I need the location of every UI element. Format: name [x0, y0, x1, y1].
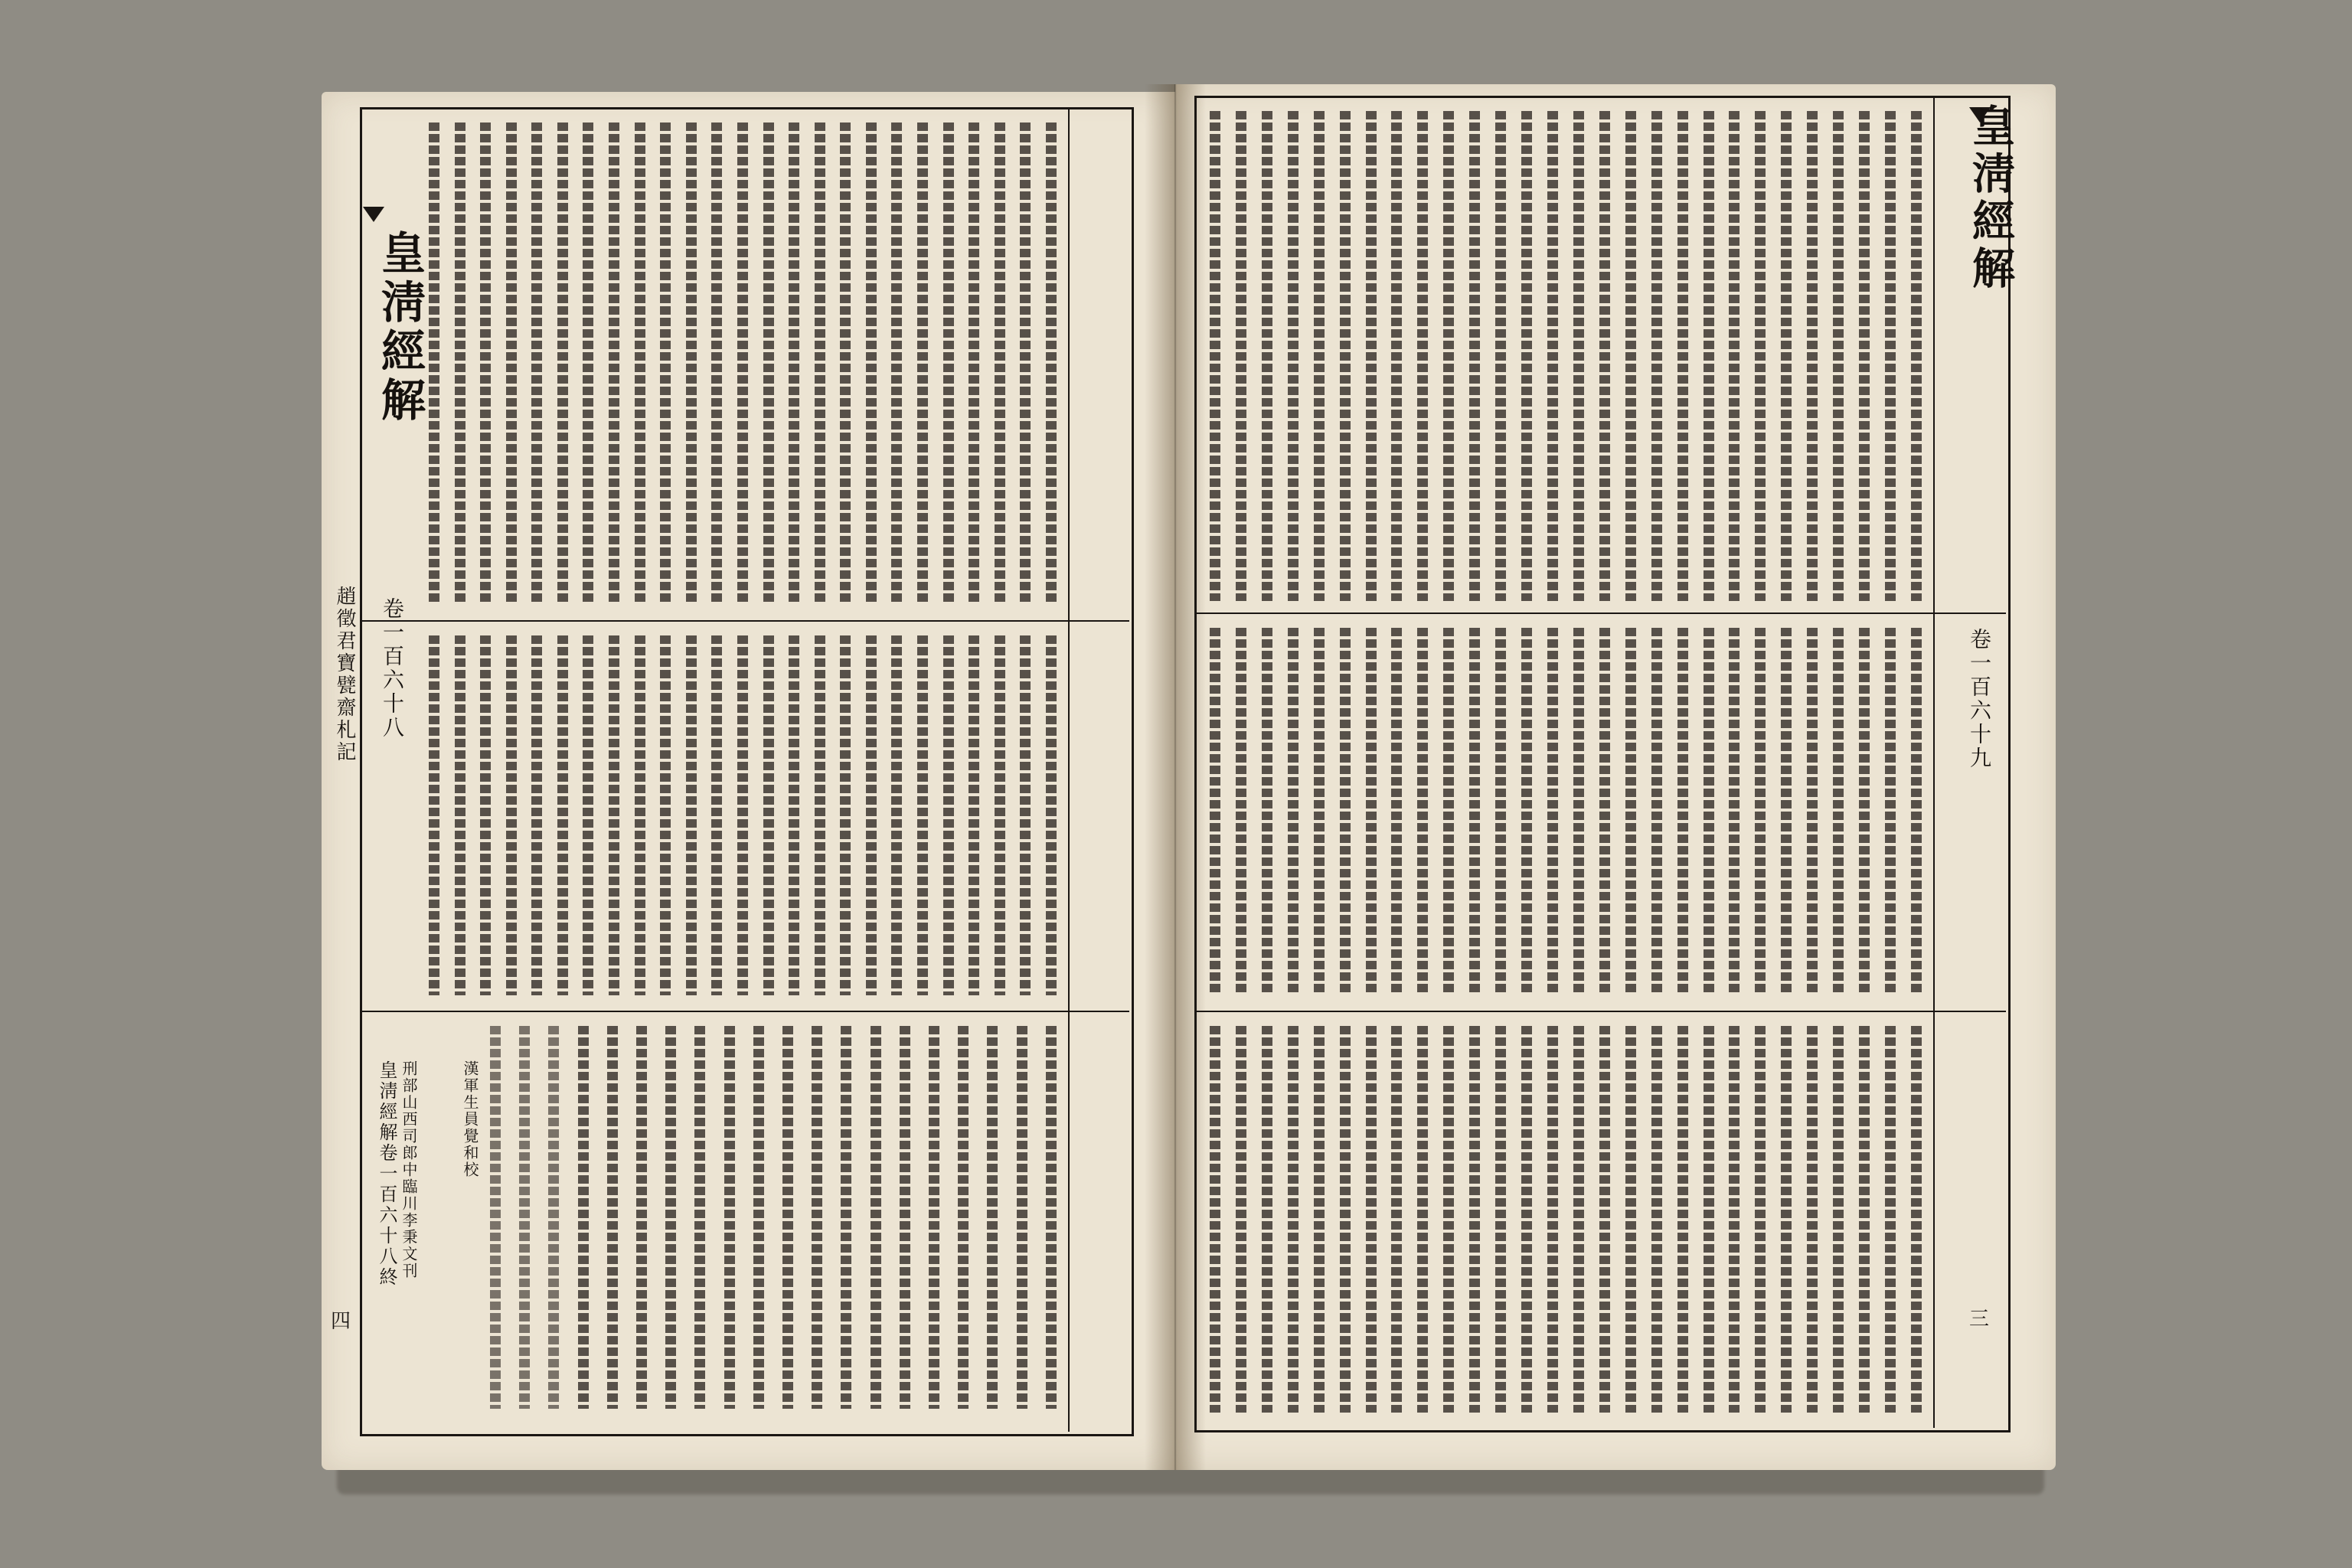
right-middle-text-block [1210, 628, 1922, 995]
left-lower-text-block [490, 1026, 1057, 1409]
left-collation-printer: 刑部山西司郎中臨川李秉文刊 [400, 1060, 418, 1279]
right-page-number: 三 [1969, 1308, 1990, 1331]
right-running-title: 皇淸經解 [1965, 103, 2016, 293]
left-chapter-end: 皇淸經解卷一百六十八終 [376, 1060, 397, 1288]
right-scroll-number: 卷一百六十九 [1967, 628, 1992, 770]
right-lower-divider [1194, 1011, 2006, 1012]
left-fishtail-mark [363, 207, 384, 222]
right-upper-divider [1194, 612, 2006, 614]
left-center-column-rule [1068, 107, 1070, 1432]
right-center-column-rule [1933, 96, 1935, 1428]
left-upper-divider [360, 620, 1129, 622]
right-upper-text-block [1210, 111, 1922, 601]
left-running-title: 皇淸經解 [374, 230, 426, 426]
left-collation-checker: 漢軍生員覺和校 [461, 1060, 479, 1178]
left-middle-text-block [429, 635, 1057, 995]
left-page-number: 四 [331, 1310, 351, 1333]
left-scroll-number: 卷一百六十八 [380, 597, 405, 740]
left-lower-divider [360, 1011, 1129, 1012]
right-lower-text-block [1210, 1026, 1922, 1413]
left-upper-text-block [429, 122, 1057, 605]
left-subtitle: 趙徵君寶甓齋札記 [333, 586, 356, 763]
